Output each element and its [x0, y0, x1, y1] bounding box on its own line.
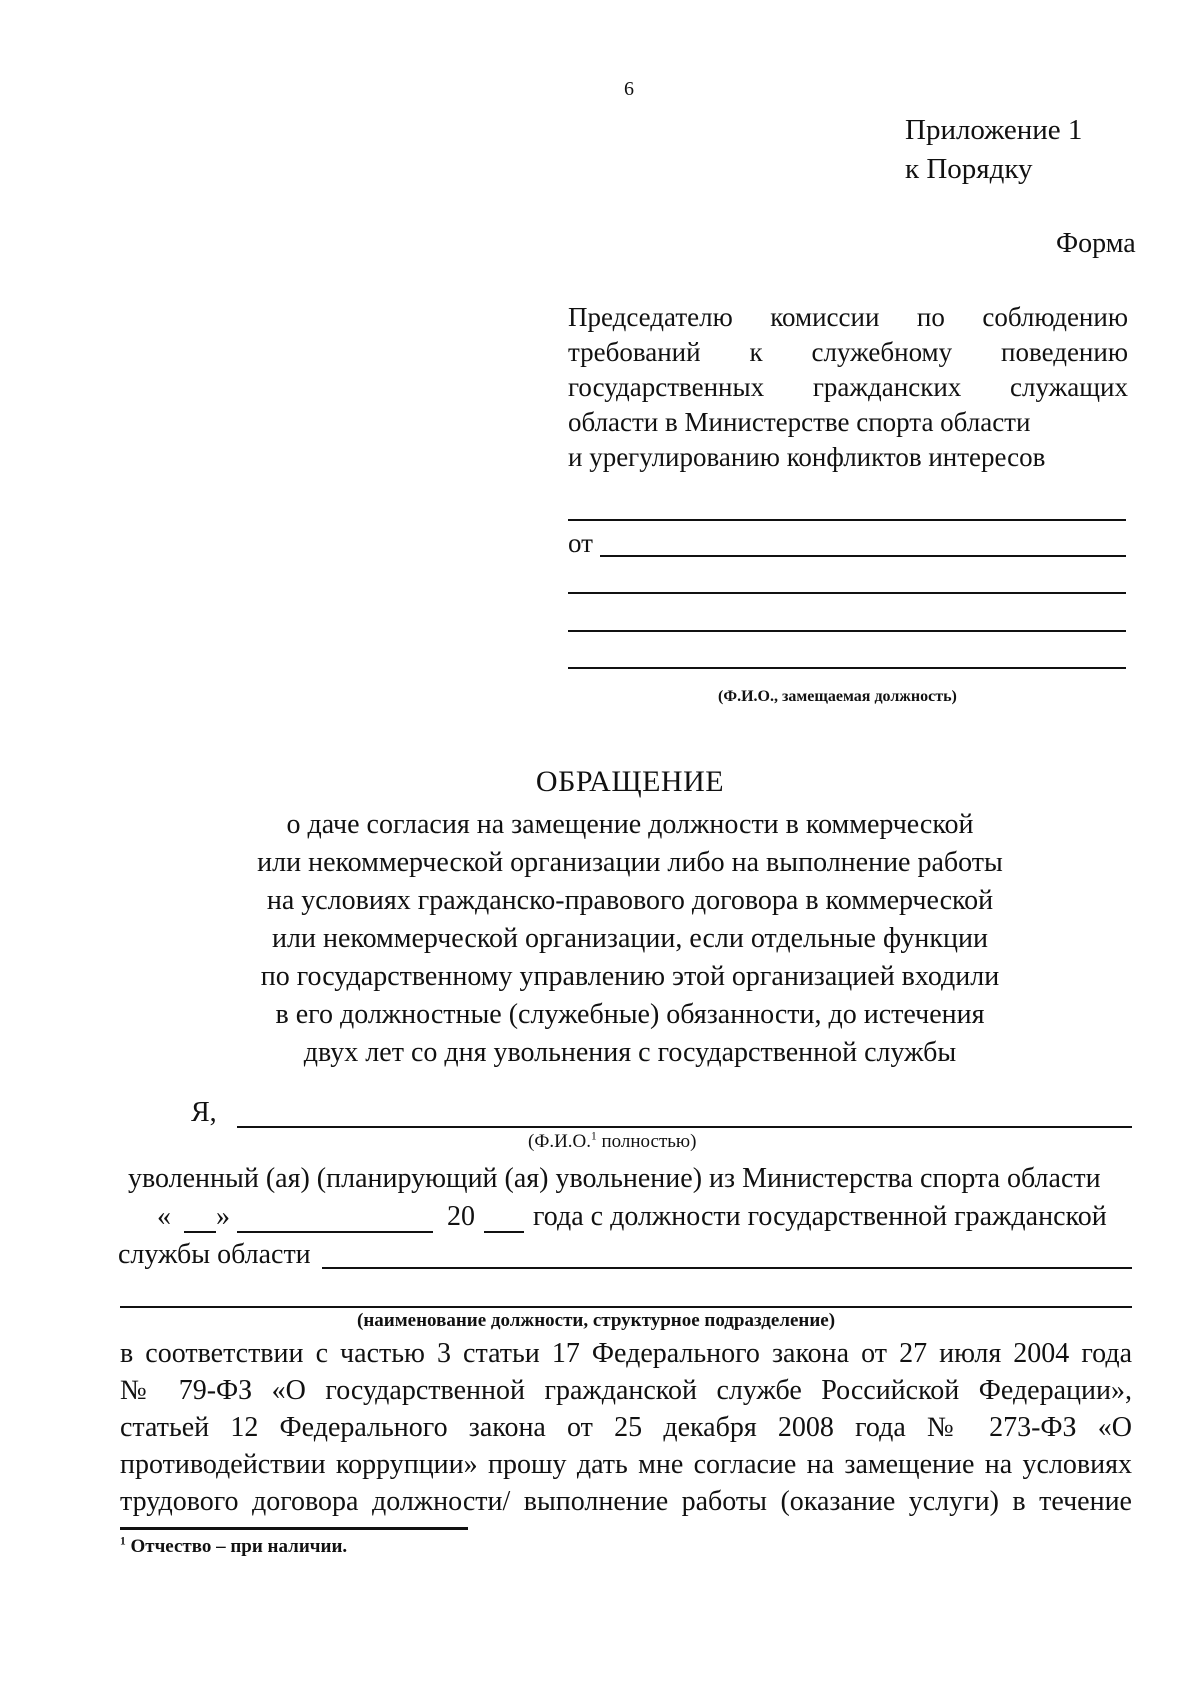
position-blank-line [322, 1267, 1132, 1269]
page-number: 6 [624, 78, 634, 100]
appendix-reference: к Порядку [905, 153, 1033, 185]
paragraph-line: в соответствии с частью 3 статьи 17 Федерального закона от 27 июля 2004 года [120, 1338, 1132, 1369]
footnote-reference-mark: 1 [591, 1130, 597, 1143]
footnote [120, 1536, 347, 1558]
form-label: Форма [1056, 228, 1136, 259]
addressee-line: и урегулированию конфликтов интересов [568, 442, 1046, 472]
subtitle-line: или некоммерческой организации либо на выполнение работы [257, 847, 1003, 878]
year-prefix: 20 [447, 1201, 475, 1232]
addressee-blank-line [568, 630, 1126, 632]
subtitle-line: в его должностные (служебные) обязанности, до истечения [275, 999, 985, 1030]
addressee-blank-line [568, 667, 1126, 669]
fio-blank-line [237, 1126, 1132, 1128]
appendix-title: Приложение 1 [905, 114, 1083, 146]
addressee-line: Председателю комиссии по соблюдению [568, 302, 1128, 332]
paragraph-line: № 79-ФЗ «О государственной гражданской службе Российской Федерации», [120, 1375, 1132, 1406]
service-label: службы области [118, 1239, 311, 1270]
position-caption: (наименование должности, структурное подразделение) [357, 1310, 836, 1331]
addressee-blank-line [568, 519, 1126, 521]
from-label: от [568, 528, 593, 558]
month-blank-line [237, 1231, 433, 1233]
subtitle-line: о даче согласия на замещение должности в коммерческой [286, 809, 974, 840]
dismissal-line: уволенный (ая) (планирующий (ая) увольнение) из Министерства спорта области [128, 1163, 1101, 1194]
from-blank-line [600, 555, 1126, 557]
position-text: года с должности государственной гражданской [533, 1201, 1107, 1232]
position-blank-line [120, 1306, 1132, 1308]
main-paragraph [120, 1335, 1132, 1520]
full-name-caption-label: (Ф.И.О. [528, 1131, 592, 1152]
document-title: ОБРАЩЕНИЕ [535, 765, 725, 798]
paragraph-line: противодействии коррупции» прошу дать мне согласие на замещение на условиях [120, 1449, 1132, 1480]
addressee-line: области в Министерстве спорта области [568, 407, 1031, 437]
addressee-line: государственных гражданских служащих [568, 372, 1128, 402]
subtitle-line: на условиях гражданско-правового договора в коммерческой [266, 885, 994, 916]
paragraph-line: статьей 12 Федерального закона от 25 декабря 2008 года № 273-ФЗ «О [120, 1412, 1132, 1443]
footnote-mark: 1 [120, 1535, 126, 1548]
year-blank-line [484, 1231, 524, 1233]
footnote-separator [120, 1527, 468, 1530]
quote-close: » [216, 1201, 230, 1232]
subtitle-line: по государственному управлению этой организацией входили [260, 961, 1000, 992]
subtitle-line: или некоммерческой организации, если отдельные функции [272, 923, 988, 954]
day-blank-line [184, 1231, 216, 1233]
i-label: Я, [191, 1097, 217, 1128]
addressee-block [568, 300, 1128, 475]
addressee-blank-line [568, 592, 1126, 594]
footnote-text: Отчество – при наличии. [125, 1536, 348, 1557]
paragraph-line: трудового договора должности/ выполнение работы (оказание услуги) в течение [120, 1486, 1132, 1517]
subtitle-line: двух лет со дня увольнения с государственной службы [303, 1037, 957, 1068]
quote-open: « [157, 1201, 171, 1232]
addressee-line: требований к служебному поведению [568, 337, 1128, 367]
fio-position-caption: (Ф.И.О., замещаемая должность) [718, 688, 957, 705]
document-subtitle [0, 806, 1200, 1072]
full-name-caption [528, 1131, 696, 1153]
full-name-caption-tail: полностью) [596, 1131, 697, 1152]
